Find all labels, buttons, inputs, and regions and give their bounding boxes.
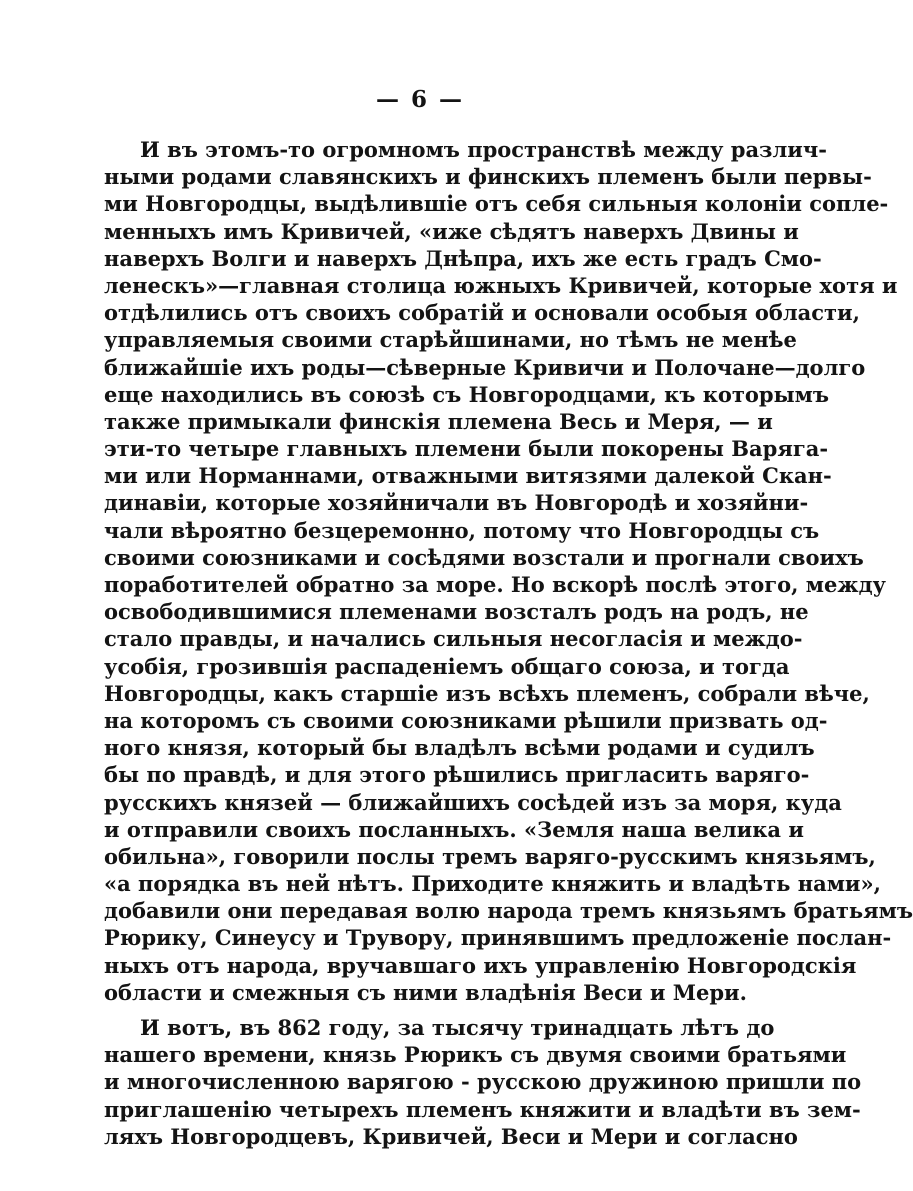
- text-line: области и смежныя съ ними владѣнія Веси и Мери.: [104, 979, 747, 1005]
- text-line: И въ этомъ-то огромномъ пространствѣ между различ-: [140, 137, 827, 162]
- text-line: на которомъ съ своими союзниками рѣшили призвать од-: [104, 707, 828, 733]
- text-line: Рюрику, Синеусу и Трувору, принявшимъ предложеніе послан-: [104, 925, 892, 951]
- text-line: отдѣлились отъ своихъ собратій и основали особыя области,: [104, 300, 860, 326]
- body-text: [104, 136, 913, 1150]
- text-line: ленескъ»—главная столица южныхъ Кривичей, которые хотя и: [104, 272, 898, 298]
- text-line: освободившимися племенами возсталъ родъ на родъ, не: [104, 599, 809, 625]
- text-line: динавіи, которые хозяйничали въ Новгородѣ и хозяйни-: [104, 490, 809, 516]
- text-line: ляхъ Новгородцевъ, Кривичей, Веси и Мери и согласно: [104, 1123, 798, 1149]
- text-line: бы по правдѣ, и для этого рѣшились пригласить варяго-: [104, 762, 810, 788]
- text-line: добавили они передавая волю народа тремъ князьямъ братьямъ: [104, 898, 913, 924]
- text-line: стало правды, и начались сильныя несогласія и междо-: [104, 626, 803, 652]
- text-line: своими союзниками и сосѣдями возстали и прогнали своихъ: [104, 544, 864, 570]
- text-line: управляемыя своими старѣйшинами, но тѣмъ не менѣе: [104, 327, 797, 353]
- text-line: русскихъ князей — ближайшихъ сосѣдей изъ за моря, куда: [104, 789, 842, 815]
- text-line: и многочисленною варягою - русскою дружиною пришли по: [104, 1069, 862, 1095]
- text-line: еще находились въ союзѣ съ Новгородцами, къ которымъ: [104, 381, 830, 407]
- text-line: наверхъ Волги и наверхъ Днѣпра, ихъ же есть градъ Смо-: [104, 245, 822, 271]
- text-line: эти-то четыре главныхъ племени были покорены Варяга-: [104, 436, 829, 462]
- text-line: И вотъ, въ 862 году, за тысячу тринадцать лѣтъ до: [140, 1015, 775, 1040]
- text-line: ми Новгородцы, выдѣлившіе отъ себя сильныя колоніи сопле-: [104, 191, 889, 217]
- text-line: усобія, грозившія распаденіемъ общаго союза, и тогда: [104, 653, 790, 679]
- text-line: обильна», говорили послы тремъ варяго-русскимъ князьямъ,: [104, 843, 876, 869]
- text-line: ближайшіе ихъ роды—сѣверные Кривичи и Полочане—долго: [104, 354, 866, 380]
- text-line: нашего времени, князь Рюрикъ съ двумя своими братьями: [104, 1042, 847, 1068]
- text-line: приглашенію четырехъ племенъ княжити и владѣти въ зем-: [104, 1096, 861, 1122]
- text-line: менныхъ имъ Кривичей, «иже сѣдятъ наверхъ Двины и: [104, 218, 799, 244]
- text-line: Новгородцы, какъ старшіе изъ всѣхъ племенъ, собрали вѣче,: [104, 680, 870, 706]
- text-line: чали вѣроятно безцеремонно, потому что Новгородцы съ: [104, 517, 820, 543]
- page-number: — 6 —: [375, 86, 465, 113]
- text-line: также примыкали финскія племена Весь и Меря, — и: [104, 408, 773, 434]
- text-line: поработителей обратно за море. Но вскорѣ послѣ этого, между: [104, 572, 887, 597]
- paragraph-1: [104, 136, 913, 1006]
- text-line: ными родами славянскихъ и финскихъ племенъ были первы-: [104, 164, 872, 190]
- text-line: ныхъ отъ народа, вручавшаго ихъ управленію Новгородскія: [104, 952, 857, 978]
- text-line: и отправили своихъ посланныхъ. «Земля наша велика и: [104, 816, 804, 842]
- text-line: ми или Норманнами, отважными витязями далекой Скан-: [104, 463, 832, 489]
- paragraph-2: [104, 1014, 862, 1150]
- text-line: «а порядка въ ней нѣтъ. Приходите княжить и владѣть нами»,: [104, 871, 881, 897]
- text-line: ного князя, который бы владѣлъ всѣми родами и судилъ: [104, 735, 815, 761]
